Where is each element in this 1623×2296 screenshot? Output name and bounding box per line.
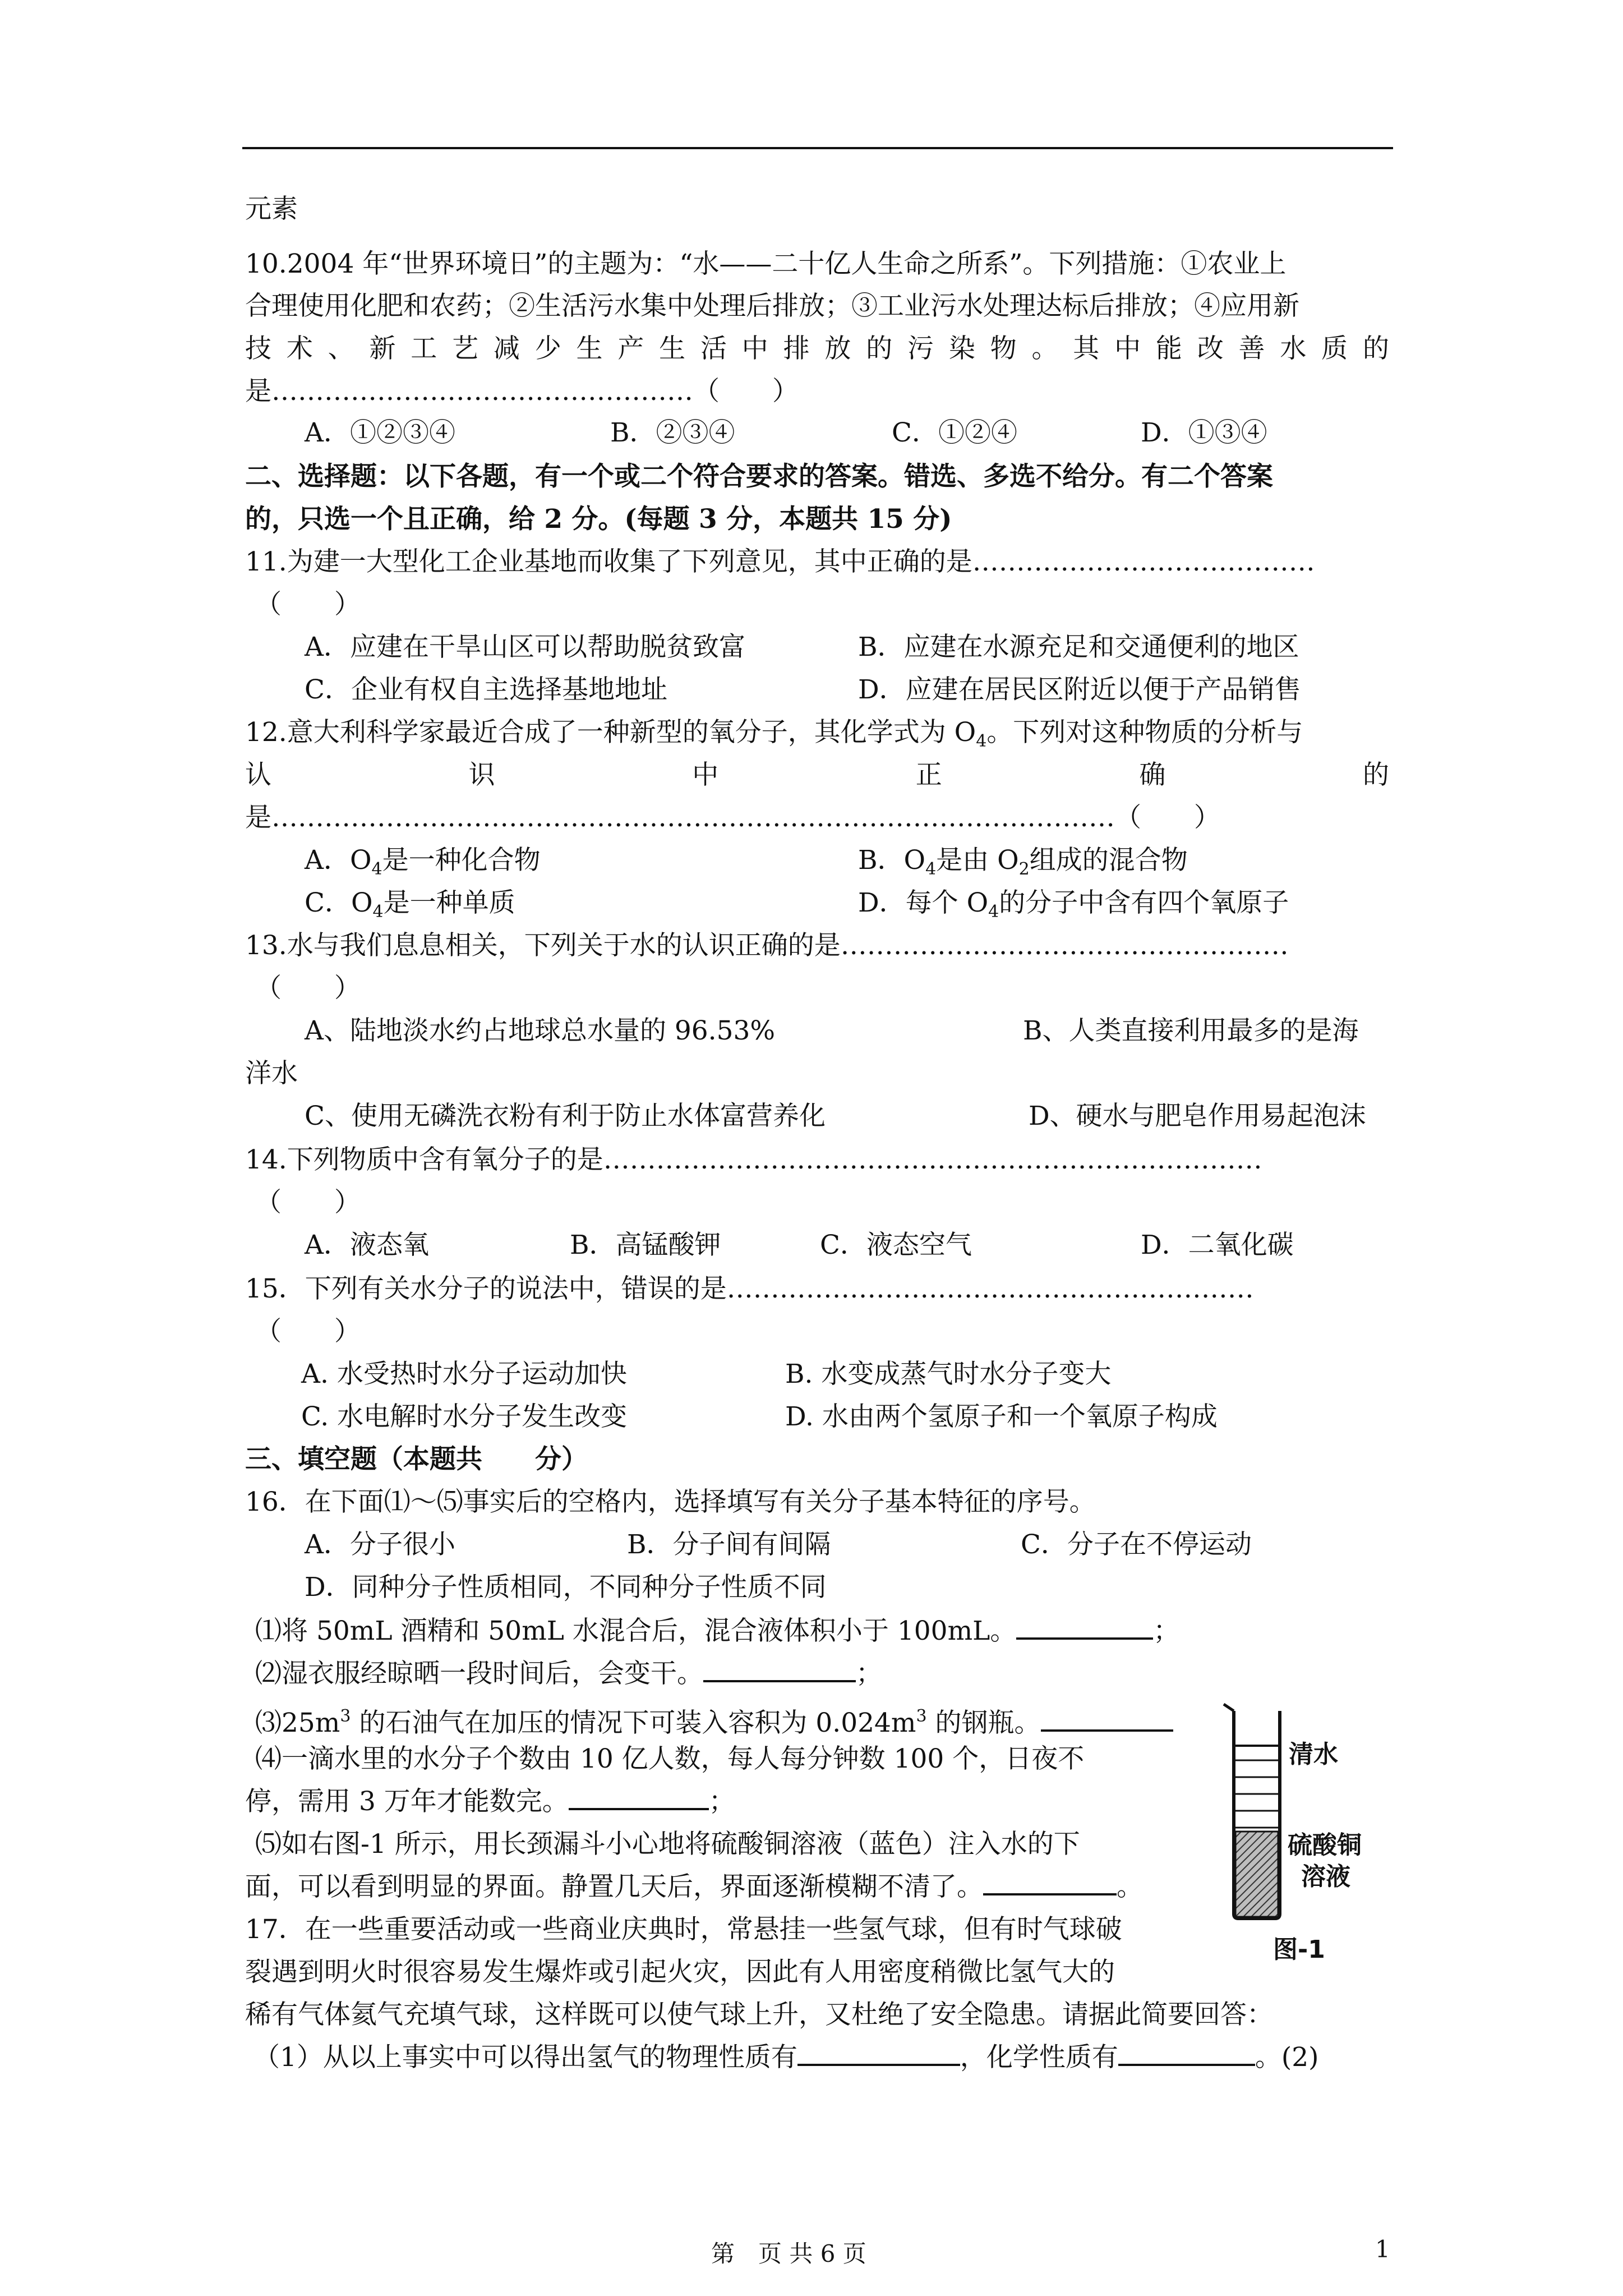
page-number: 1: [1375, 2235, 1390, 2263]
answer-blank[interactable]: [983, 1869, 1117, 1895]
q13-option-c: C、使用无磷洗衣粉有利于防止水体富营养化: [305, 1101, 826, 1131]
q10-option-c: C．①②④: [892, 417, 1017, 448]
q10-option-d: D．①③④: [1141, 417, 1267, 448]
text-char: 术: [286, 333, 313, 364]
text-char: 的: [866, 333, 893, 364]
q15-option-c: C. 水电解时水分子发生改变: [301, 1401, 628, 1432]
text-line: 元素: [245, 194, 298, 224]
page-footer: 第 页 共 6 页: [711, 2240, 866, 2267]
text-char: 改: [1197, 333, 1224, 364]
q13-paren: （ ）: [255, 973, 361, 1004]
q17-line1: 17．在一些重要活动或一些商业庆典时，常悬挂一些氢气球，但有时气球破: [245, 1914, 1122, 1945]
q15-option-b: B. 水变成蒸气时水分子变大: [785, 1359, 1112, 1389]
q12-option-a: A．$O_4$是一种化合物: [305, 845, 541, 879]
text-char: 中: [1114, 333, 1141, 364]
q16-item-1: ⑴将 50mL 酒精和 50mL 水混合后，混合液体积小于 100mL。 ；: [255, 1610, 1179, 1653]
text-char: 水: [1280, 333, 1307, 364]
q12-option-b: B．$O_4$是由 $O_2$组成的混合物: [858, 845, 1188, 879]
text-char: 物: [990, 333, 1017, 364]
text-char: 的: [1362, 333, 1389, 364]
text-char: 工: [411, 333, 437, 364]
q13-option-d: D、硬水与肥皂作用易起泡沫: [1029, 1101, 1366, 1131]
text-char: 污: [907, 333, 934, 364]
answer-blank[interactable]: [797, 2039, 960, 2066]
text-char: 排: [783, 333, 810, 364]
figure-label-water: 清水: [1289, 1740, 1338, 1769]
text-char: 确: [1139, 760, 1166, 790]
q13-option-b-cont: 洋水: [245, 1058, 298, 1089]
q16-item-5-cont: 面，可以看到明显的界面。静置几天后，界面逐渐模糊不清了。 。: [245, 1866, 1143, 1908]
text-char: 善: [1238, 333, 1265, 364]
q12-stem-3: 是……………………………………………………………………………………（ ）: [245, 802, 1220, 833]
q16-stem: 16．在下面⑴～⑸事实后的空格内，选择填写有关分子基本特征的序号。: [245, 1487, 1096, 1517]
text-char: 中: [741, 333, 768, 364]
section-2-heading: 二、选择题：以下各题，有一个或二个符合要求的答案。错选、多选不给分。有二个答案: [245, 461, 1273, 492]
text-char: 生: [659, 333, 686, 364]
q16-item-3: $⑶25m^3$ 的石油气在加压的情况下可装入容积为 $0.024m^3$ 的钢瓶。: [255, 1695, 1173, 1745]
figure-caption: 图-1: [1273, 1935, 1325, 1963]
q16-option-c: C．分子在不停运动: [1021, 1529, 1252, 1560]
q17-line3: 稀有气体氦气充填气球，这样既可以使气球上升，又杜绝了安全隐患。请据此简要回答：: [245, 1999, 1273, 2030]
answer-blank[interactable]: [703, 1655, 856, 1682]
q12-option-c: C．$O_4$是一种单质: [305, 887, 515, 922]
answer-blank[interactable]: [569, 1783, 709, 1810]
q13-stem: 13.水与我们息息相关，下列关于水的认识正确的是……………………………………………: [245, 930, 1289, 961]
q10-option-b: B．②③④: [610, 417, 735, 448]
q16-item-2: ⑵湿衣服经晾晒一段时间后，会变干。 ；: [255, 1653, 882, 1695]
header-rule: [242, 147, 1393, 149]
cylinder-illustration: [1211, 1694, 1396, 1963]
text-char: 能: [1155, 333, 1182, 364]
q12-stem: 12.意大利科学家最近合成了一种新型的氧分子，其化学式为 $O_4$。下列对这种物质的分析与: [245, 717, 1303, 751]
q17-line2: 裂遇到明火时很容易发生爆炸或引起火灾，因此有人用密度稍微比氢气大的: [245, 1957, 1115, 1987]
text-char: 放: [824, 333, 851, 364]
text-char: 识: [468, 760, 495, 790]
q10-option-a: A．①②③④: [305, 417, 455, 448]
q14-option-d: D．二氧化碳: [1141, 1230, 1294, 1260]
text-char: 其: [1073, 333, 1100, 364]
answer-blank[interactable]: [1041, 1705, 1173, 1732]
q15-paren: （ ）: [255, 1316, 361, 1347]
q16-item-4-cont: 停，需用 3 万年才能数完。 ；: [245, 1780, 735, 1823]
q11-option-a: A．应建在干旱山区可以帮助脱贫致富: [305, 632, 745, 662]
answer-blank[interactable]: [1016, 1613, 1153, 1640]
q13-option-a: A、陆地淡水约占地球总水量的 96.53%: [305, 1015, 776, 1046]
q14-option-c: C．液态空气: [820, 1230, 972, 1260]
text-char: 技: [245, 333, 271, 364]
q12-stem-2: [245, 754, 1389, 797]
text-char: 艺: [452, 333, 479, 364]
q11-option-c: C．企业有权自主选择基地地址: [305, 674, 667, 705]
q15-stem: 15．下列有关水分子的说法中，错误的是……………………………………………………: [245, 1273, 1254, 1304]
text-char: 质: [1321, 333, 1348, 364]
text-char: 新: [369, 333, 396, 364]
text-char: 中: [692, 760, 719, 790]
answer-blank[interactable]: [1118, 2039, 1255, 2066]
q10-line4: 是…………………………………………（ ）: [245, 376, 799, 407]
q15-option-a: A. 水受热时水分子运动加快: [301, 1359, 627, 1389]
text-char: 产: [617, 333, 644, 364]
text-char: 的: [1362, 760, 1389, 790]
text-char: 正: [915, 760, 942, 790]
q16-option-a: A．分子很小: [305, 1529, 455, 1560]
q14-option-b: B．高锰酸钾: [570, 1230, 721, 1260]
q16-option-d: D．同种分子性质相同，不同种分子性质不同: [305, 1572, 827, 1603]
q10-line2: 合理使用化肥和农药；②生活污水集中处理后排放；③工业污水处理达标后排放；④应用新: [245, 291, 1299, 321]
q14-paren: （ ）: [255, 1187, 361, 1218]
text-char: 。: [1031, 333, 1058, 364]
text-char: 少: [534, 333, 561, 364]
q16-option-b: B．分子间有间隔: [627, 1529, 831, 1560]
q11-paren: （ ）: [255, 589, 361, 620]
text-char: 染: [948, 333, 975, 364]
q16-item-5: ⑸如右图-1 所示，用长颈漏斗小心地将硫酸铜溶液（蓝色）注入水的下: [255, 1829, 1080, 1860]
q13-option-b: B、人类直接利用最多的是海: [1023, 1015, 1359, 1046]
section-3-heading: 三、填空题（本题共 分）: [245, 1444, 588, 1475]
text-char: 认: [245, 760, 271, 790]
q17-line4: （1）从以上事实中可以得出氢气的物理性质有 ，化学性质有 。(2): [253, 2036, 1318, 2079]
q16-item-4: ⑷一滴水里的水分子个数由 10 亿人数，每人每分钟数 100 个，日夜不: [255, 1743, 1085, 1774]
q10-line3: [245, 328, 1389, 370]
q12-option-d: D．每个 $O_4$的分子中含有四个氧原子: [858, 887, 1289, 922]
text-char: 生: [576, 333, 603, 364]
q11-option-d: D．应建在居民区附近以便于产品销售: [858, 674, 1301, 705]
q14-stem: 14.下列物质中含有氧分子的是…………………………………………………………………: [245, 1144, 1262, 1175]
q10-line1: 10.2004 年“世界环境日”的主题为：“水——二十亿人生命之所系”。下列措施：①农业上: [245, 249, 1287, 279]
q11-option-b: B．应建在水源充足和交通便利的地区: [858, 632, 1299, 662]
q11-stem: 11.为建一大型化工企业基地而收集了下列意见，其中正确的是…………………………………: [245, 546, 1315, 577]
text-char: 、: [328, 333, 354, 364]
q15-option-d: D. 水由两个氢原子和一个氧原子构成: [785, 1401, 1218, 1432]
figure-cylinder: [1211, 1694, 1396, 1963]
text-char: 减: [493, 333, 520, 364]
figure-label-solution-1: 硫酸铜: [1288, 1831, 1362, 1860]
figure-label-solution-2: 溶液: [1301, 1862, 1350, 1891]
q14-option-a: A．液态氧: [305, 1230, 429, 1260]
section-2-heading-2: 的，只选一个且正确，给 2 分。(每题 3 分，本题共 15 分): [245, 504, 952, 535]
text-char: 活: [700, 333, 727, 364]
